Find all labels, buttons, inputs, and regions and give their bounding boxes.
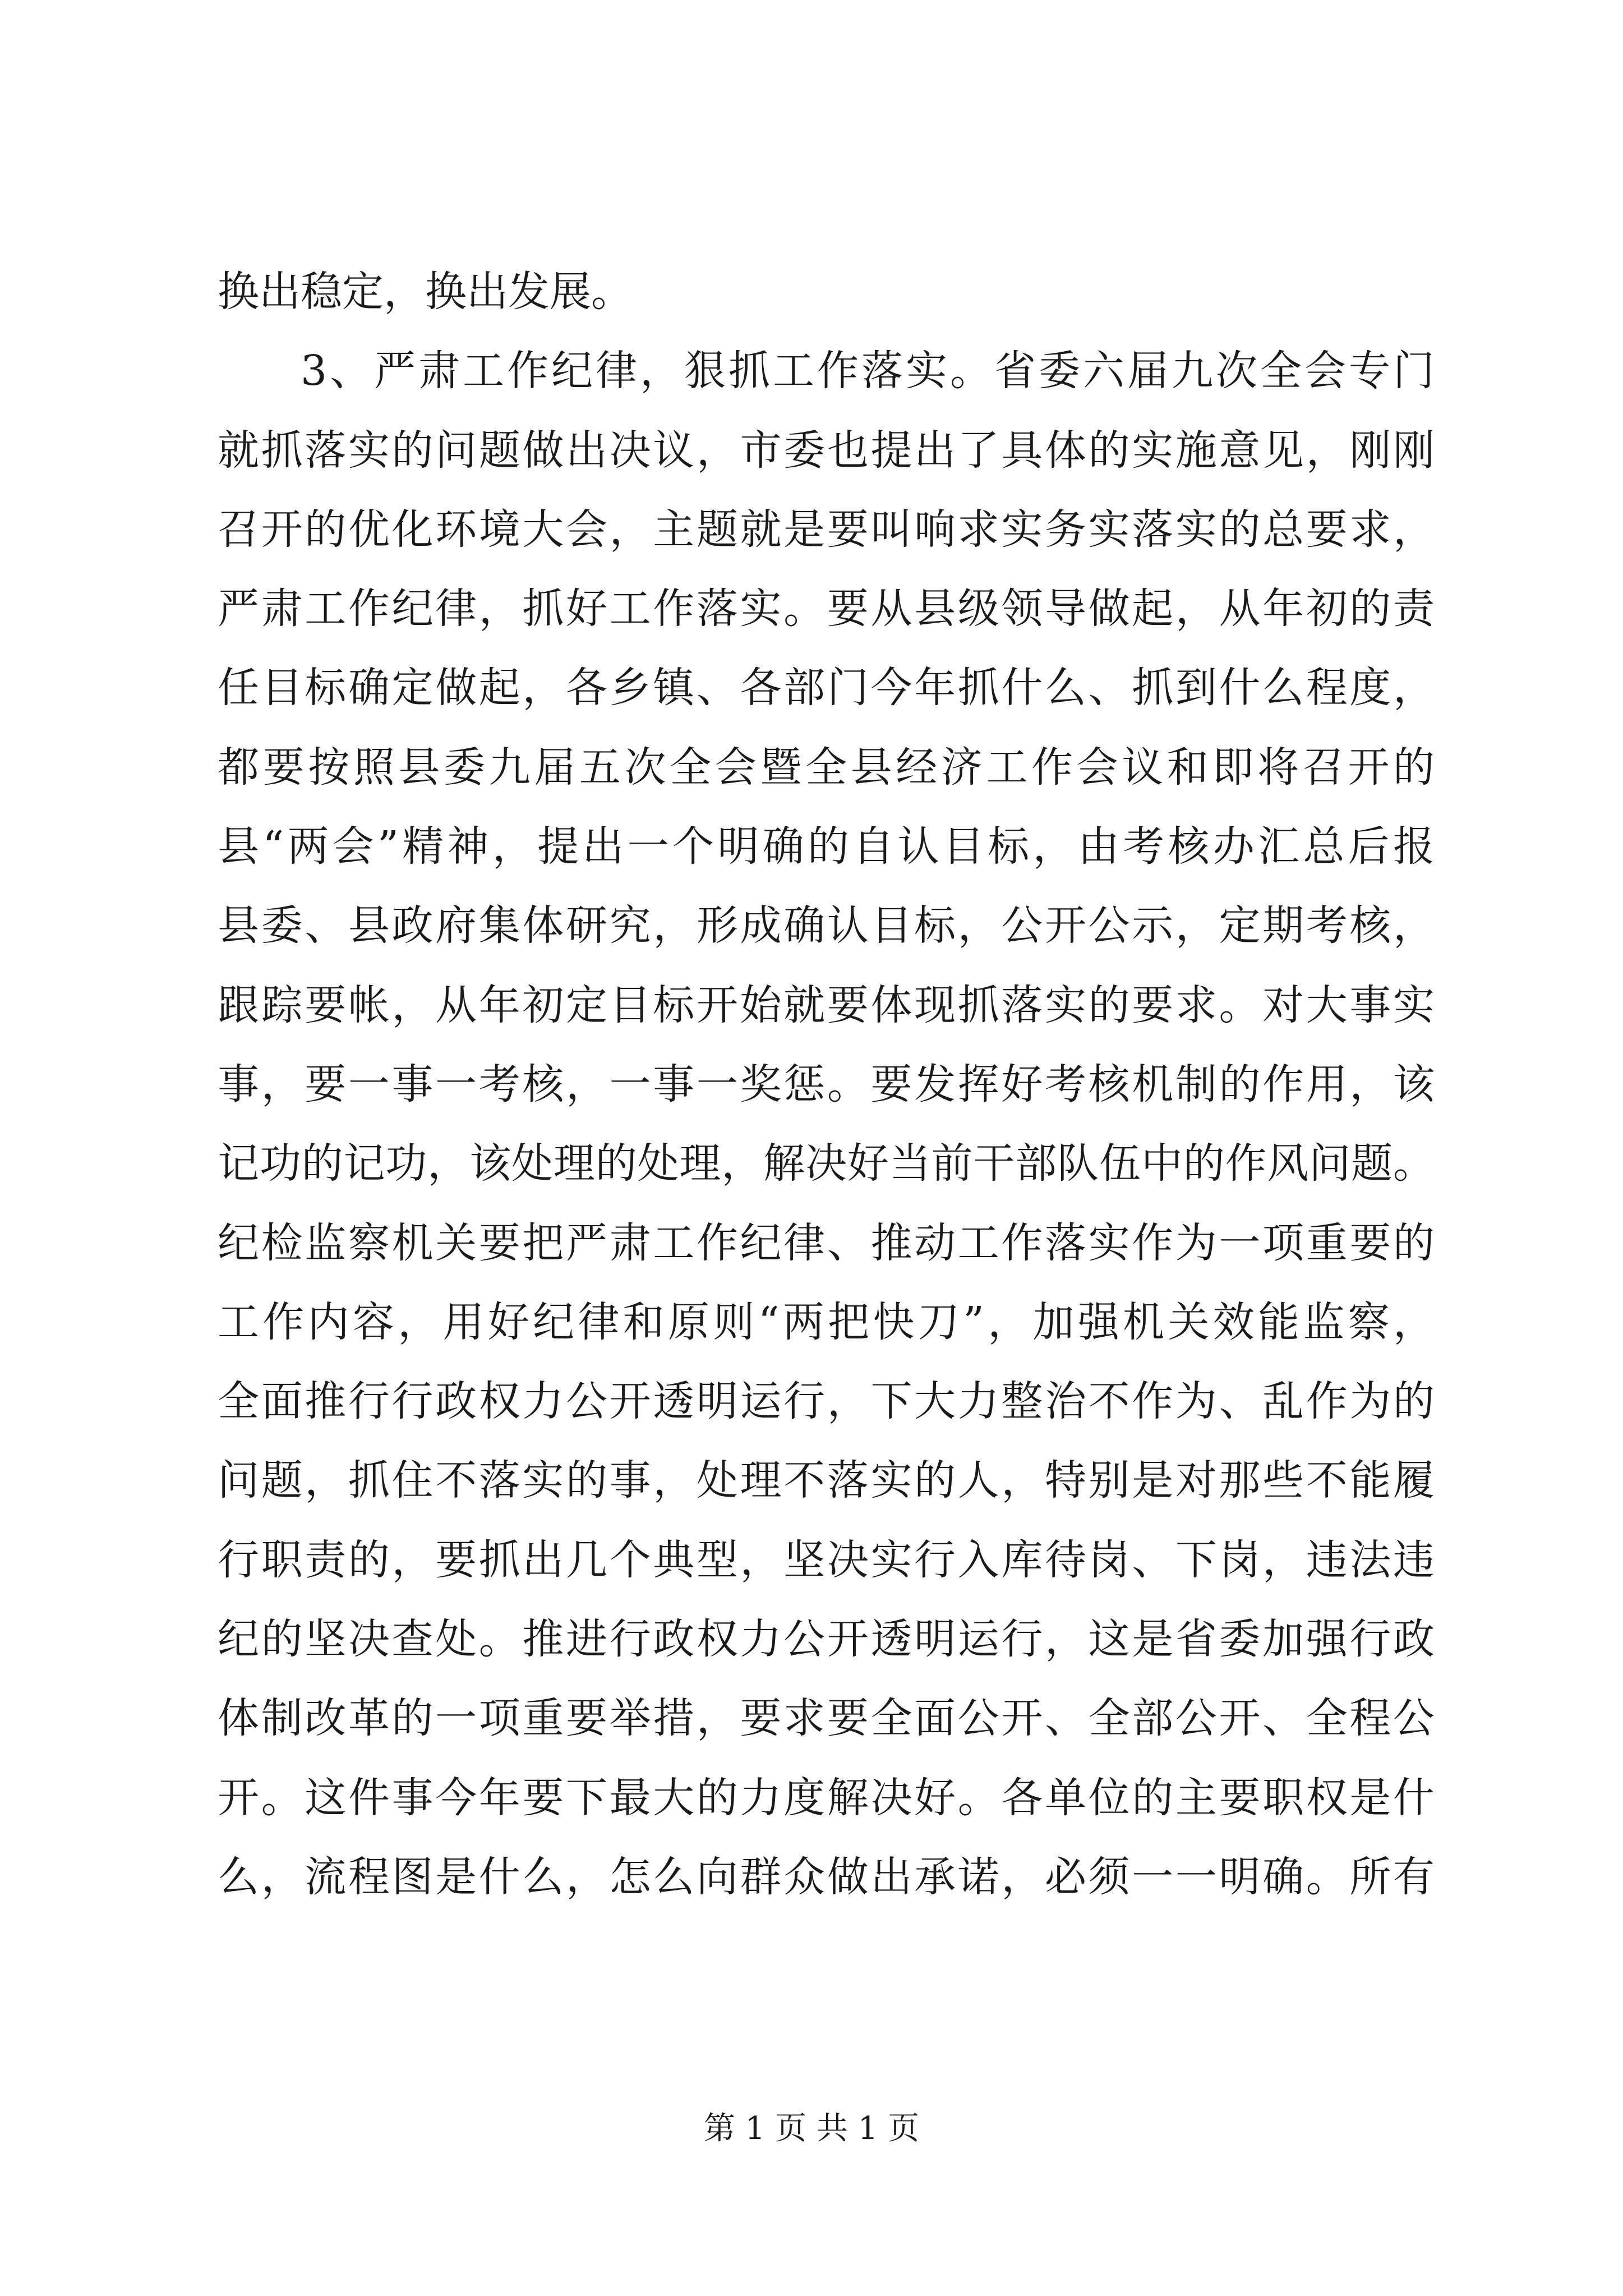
text-line: 跟踪要帐，从年初定目标开始就要体现抓落实的要求。对大事实 bbox=[218, 981, 1435, 1029]
text-line: 记功的记功，该处理的处理，解决好当前干部队伍中的作风问题。 bbox=[218, 1139, 1435, 1188]
text-line: 就抓落实的问题做出决议，市委也提出了具体的实施意见，刚刚 bbox=[218, 426, 1435, 475]
text-line: 工作内容，用好纪律和原则“两把快刀”，加强机关效能监察， bbox=[218, 1297, 1435, 1346]
text-line: 3、严肃工作纪律，狠抓工作落实。省委六届九次全会专门 bbox=[301, 347, 1435, 395]
text-line: 都要按照县委九届五次全会暨全县经济工作会议和即将召开的 bbox=[218, 743, 1435, 792]
text-line: 么，流程图是什么，怎么向群众做出承诺，必须一一明确。所有 bbox=[218, 1852, 1435, 1901]
text-line: 召开的优化环境大会，主题就是要叫响求实务实落实的总要求， bbox=[218, 505, 1435, 554]
text-line: 换出稳定，换出发展。 bbox=[218, 268, 633, 316]
text-line: 县“两会”精神，提出一个明确的自认目标，由考核办汇总后报 bbox=[218, 822, 1435, 871]
body-text bbox=[218, 264, 1435, 1928]
page-footer: 第 1 页 共 1 页 bbox=[703, 2110, 920, 2147]
text-line: 纪检监察机关要把严肃工作纪律、推动工作落实作为一项重要的 bbox=[218, 1218, 1435, 1267]
text-line: 事，要一事一考核，一事一奖惩。要发挥好考核机制的作用，该 bbox=[218, 1060, 1435, 1108]
text-line: 体制改革的一项重要举措，要求要全面公开、全部公开、全程公 bbox=[218, 1694, 1435, 1743]
text-line: 县委、县政府集体研究，形成确认目标，公开公示，定期考核， bbox=[218, 901, 1435, 950]
text-line: 全面推行行政权力公开透明运行，下大力整治不作为、乱作为的 bbox=[218, 1377, 1435, 1426]
text-line: 纪的坚决查处。推进行政权力公开透明运行，这是省委加强行政 bbox=[218, 1615, 1435, 1664]
text-line: 问题，抓住不落实的事，处理不落实的人，特别是对那些不能履 bbox=[218, 1456, 1435, 1505]
text-line: 任目标确定做起，各乡镇、各部门今年抓什么、抓到什么程度， bbox=[218, 664, 1435, 712]
text-line: 严肃工作纪律，抓好工作落实。要从县级领导做起，从年初的责 bbox=[218, 585, 1435, 633]
text-line: 开。这件事今年要下最大的力度解决好。各单位的主要职权是什 bbox=[218, 1773, 1435, 1822]
text-line: 行职责的，要抓出几个典型，坚决实行入库待岗、下岗，违法违 bbox=[218, 1535, 1435, 1584]
